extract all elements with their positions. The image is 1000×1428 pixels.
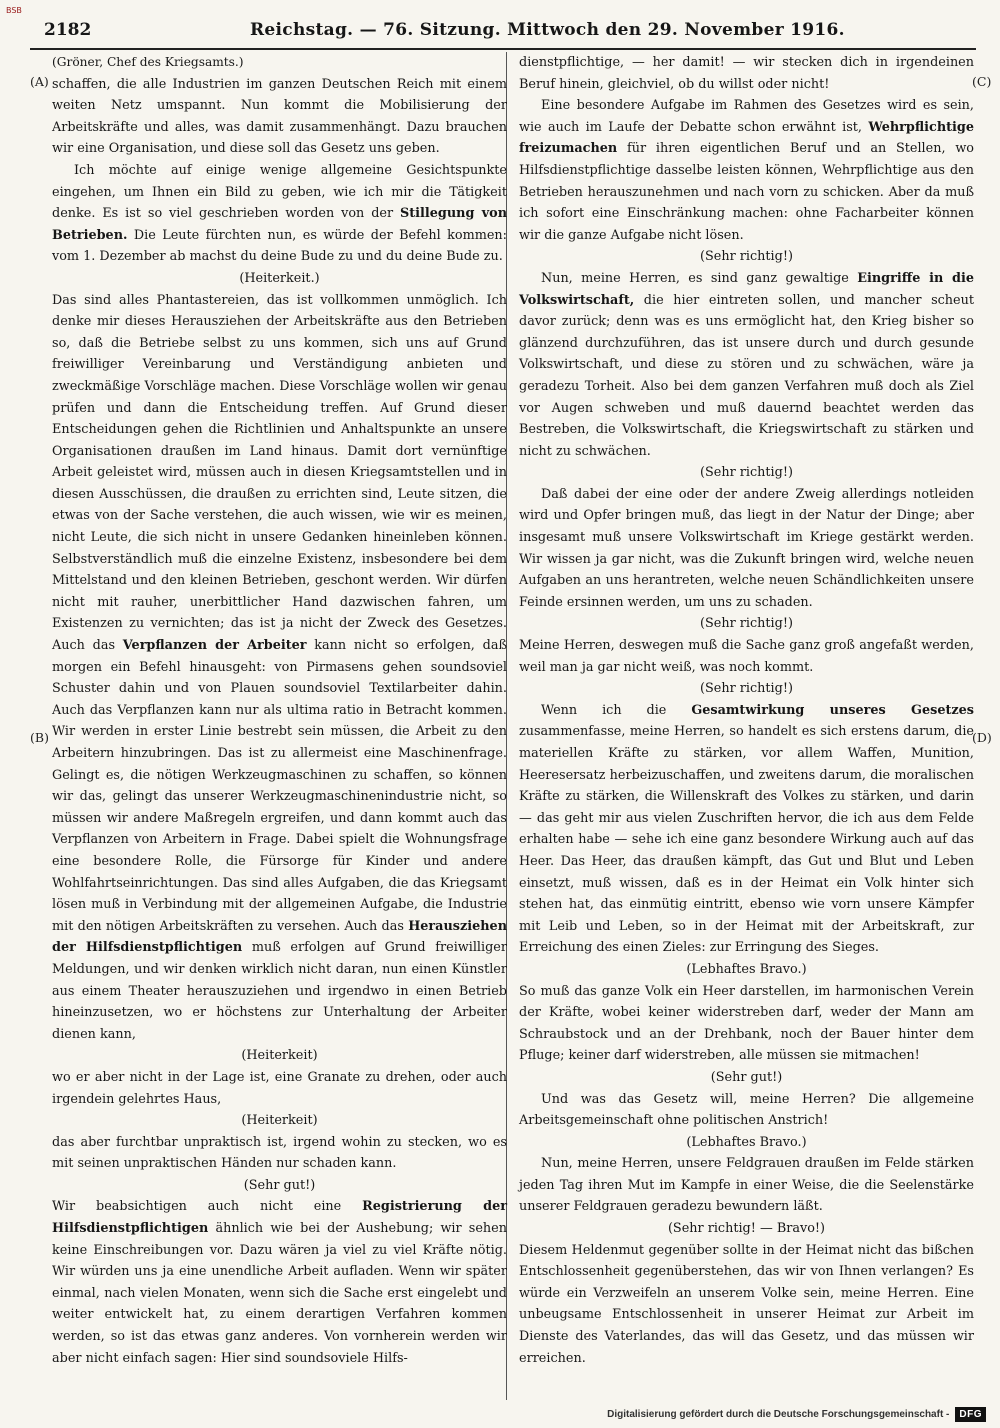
- audience-reaction: (Sehr richtig!): [700, 249, 793, 265]
- margin-marker-a: (A): [30, 74, 49, 89]
- paragraph: wo er aber nicht in der Lage ist, eine Granate zu drehen, oder auch irgendein gelehrtes Haus,: [52, 1069, 507, 1107]
- text-run: Ich möchte auf einige wenige allgemeine Gesichtspunkte eingehen, um Ihnen ein Bild zu geben, wie ich mir die Tätigkeit denke. Es ist so viel geschrieben worden von der: [52, 162, 507, 222]
- audience-reaction: (Heiterkeit): [241, 1048, 318, 1064]
- text-run: Das sind alles Phantastereien, das ist vollkommen unmöglich. Ich denke mir dieses Herausziehen der Arbeitskräfte aus den Betrieben so, daß die Betriebe selbst zu uns kommen, sich uns auf Grund freiwilliger Vereinbarung und Verständigung anbieten und zweckmäßige Vorschläge machen. Diese Vorschläge wollen wir genau prüfen und dann die Entscheidung treffen. Auf Grund dieser Entscheidungen gehen die Richtlinien und Anhaltspunkte an unsere Organisationen draußen im Land hinaus. Damit dort vernünftige Arbeit geleistet wird, müssen auch in diesen Kriegsamtstellen und in diesen Ausschüssen, die draußen zu errichten sind, Leute sitzen, die etwas von der Sache verstehen, die auch wissen, wie wir es meinen, nicht Leute, die sich nicht in unsere Gedanken hineinleben können. Selbstverständlich muß die einzelne Existenz, insbesondere bei dem Mittelstand und den kleinen Betrieben, geschont werden. Wir dürfen nicht mit rauher, unerbittlicher Hand dazwischen fahren, um Existenzen zu vernichten; das ist ja nicht der Zweck des Gesetzes. Auch das: [52, 292, 507, 654]
- paragraph: Diesem Heldenmut gegenüber sollte in der Heimat nicht das bißchen Entschlossenheit gegenüberstehen, das wir von Ihnen verlangen? Es würde ein Verzweifeln an unserem Volke sein, meine Herren. Eine unbeugsame Entschlossenheit in unserer Heimat zur Arbeit im Dienste des Vaterlandes, das will das Gesetz, und das müssen wir erreichen.: [519, 1242, 974, 1366]
- text-run: Eine besondere Aufgabe im Rahmen des Gesetzes wird es sein, wie auch im Laufe der Debatte schon erwähnt ist,: [519, 98, 974, 135]
- paragraph: [519, 700, 974, 959]
- margin-marker-c: (C): [972, 74, 992, 89]
- emphasis-heading: Gesamtwirkung unseres Gesetzes: [691, 702, 974, 718]
- emphasis-heading: Verpflanzen der Arbeiter: [122, 638, 307, 654]
- audience-reaction: (Lebhaftes Bravo.): [686, 961, 807, 977]
- running-head: Reichstag. — 76. Sitzung. Mittwoch den 29. November 1916.: [250, 20, 845, 40]
- paragraph: [52, 160, 507, 268]
- emphasis-heading: Stillegung von Betrieben.: [52, 206, 507, 243]
- emphasis-heading: Herausziehen der Hilfsdienstpflichtigen: [52, 918, 507, 956]
- audience-reaction: (Sehr richtig! — Bravo!): [667, 1221, 826, 1237]
- text-run: für ihren eigentlichen Beruf und an Stellen, wo Hilfsdienstpflichtige dasselbe leisten können, Wehrpflichtige aus den Betrieben herauszunehmen und nach vorn zu schicken. Aber da muß ich sofort eine Einschränkung machen: ohne Facharbeiter können wir die ganze Aufgabe nicht lösen.: [519, 141, 974, 243]
- audience-reaction: (Lebhaftes Bravo.): [686, 1134, 807, 1150]
- digitization-credit: [607, 1407, 986, 1422]
- audience-reaction: (Sehr gut!): [243, 1177, 316, 1193]
- speaker-attribution: (Gröner, Chef des Kriegsamts.): [52, 55, 244, 69]
- page-number: 2182: [44, 20, 92, 40]
- paragraph: Meine Herren, deswegen muß die Sache ganz groß angefaßt werden, weil man ja gar nicht weiß, was noch kommt.: [519, 638, 974, 675]
- text-run: kann nicht so erfolgen, daß morgen ein Befehl hinausgeht: von Pirmasens gehen soundsoviel Schuster dahin und von Plauen soundsoviel Textilarbeiter dahin. Auch das Verpflanzen kann nur als ultima ratio in Betracht kommen. Wir werden in erster Linie bestrebt sein müssen, die Arbeit zu den Arbeitern hinzubringen. Das ist zu allermeist eine Maschinenfrage. Gelingt es, die nötigen Werkzeugmaschinen zu schaffen, so können wir das, gelingt das unserer Werkzeugmaschinenindustrie nicht, so müssen wir andere Maßregeln ergreifen, und dann kommt auch das Verpflanzen von Arbeitern in Frage. Dabei spielt die Wohnungsfrage eine besondere Rolle, die Fürsorge für Kinder und andere Wohlfahrtseinrichtungen. Das sind alles Aufgaben, die das Kriegsamt lösen muß in Verbindung mit der allgemeinen Aufgabe, die Industrie mit den nötigen Arbeitskräften zu versehen. Auch das: [52, 638, 507, 934]
- text-run: zusammenfasse, meine Herren, so handelt es sich erstens darum, die materiellen Kräfte zu stärken, vor allem Waffen, Munition, Heeresersatz herbeizuschaffen, und zweitens darum, die moralischen Kräfte zu stärken, die Willenskraft des Volkes zu stärken, und darin — das geht mir aus vielen Zuschriften hervor, die ich aus dem Felde erhalten habe — sehe ich eine ganz besondere Wirkung auch auf das Heer. Das Heer, das draußen kämpft, das Gut und Blut und Leben einsetzt, muß wissen, daß es in der Heimat ein Volk hinter sich stehen hat, das einmütig eintritt, ebenso wie vorn unsere Kämpfer mit Leib und Leben, so in der Heimat mit der Arbeitskraft, zur Erreichung des einen Zieles: zur Erringung des Sieges.: [519, 724, 974, 956]
- text-run: ähnlich wie bei der Aushebung; wir sehen keine Einschreibungen vor. Dazu wären ja viel zu viel Kräfte nötig. Wir würden uns ja eine unendliche Arbeit aufladen. Wenn wir später einmal, nach vielen Monaten, wenn sich die Sache erst eingelebt und weiter entwickelt hat, zu einem derartigen Verfahren kommen werden, so ist das etwas ganz anderes. Von vornherein werden wir aber nicht einfach sagen: Hier sind soundsoviele Hilfs-: [52, 1221, 507, 1366]
- paragraph: [52, 290, 507, 1046]
- emphasis-heading: Registrierung der Hilfsdienstpflichtigen: [52, 1199, 507, 1237]
- paragraph: Und was das Gesetz will, meine Herren? Die allgemeine Arbeitsgemeinschaft ohne politischen Anstrich!: [519, 1091, 974, 1129]
- text-run: Wenn ich die: [541, 702, 692, 718]
- audience-reaction: (Sehr richtig!): [700, 465, 793, 481]
- paragraph: [519, 268, 974, 462]
- right-column: [519, 52, 974, 1369]
- margin-marker-b: (B): [30, 730, 49, 745]
- paragraph: [52, 1196, 507, 1369]
- paragraph: schaffen, die alle Industrien im ganzen Deutschen Reich mit einem weiten Netz umspannt. Nun kommt die Mobilisierung der Arbeitskräfte und alles, was damit zusammenhängt. Dazu brauchen wir eine Organisation, und diese soll das Gesetz uns geben.: [52, 76, 507, 157]
- text-run: Wir beabsichtigen auch nicht eine: [52, 1199, 363, 1215]
- page-header: [30, 18, 980, 44]
- text-run: Nun, meine Herren, es sind ganz gewaltige: [541, 270, 858, 286]
- credit-text: Digitalisierung gefördert durch die Deutsche Forschungsgemeinschaft -: [607, 1409, 950, 1420]
- audience-reaction: (Sehr richtig!): [700, 616, 793, 632]
- paragraph: [519, 95, 974, 246]
- text-run: die hier eintreten sollen, und mancher scheut davor zurück; denn was es uns ermöglicht hat, den Krieg bisher so glänzend durchzuführen, das ist unsere durch und durch gesunde Volkswirtschaft, und diese zu stören und zu schwächen, wäre ja geradezu Torheit. Also bei dem ganzen Verfahren muß doch als Ziel vor Augen schweben und muß dauernd beachtet werden das Bestreben, die Volkswirtschaft, die Kriegswirtschaft zu stärken und nicht zu schwächen.: [519, 292, 974, 459]
- paragraph: Nun, meine Herren, unsere Feldgrauen draußen im Felde stärken jeden Tag ihren Mut im Kampfe in einer Weise, die die Seelenstärke unserer Feldgrauen geradezu bewundern läßt.: [519, 1156, 974, 1215]
- text-run: Die Leute fürchten nun, es würde der Befehl kommen: vom 1. Dezember ab machst du deine Bude zu und du deine Bude zu.: [52, 227, 507, 265]
- emphasis-heading: Eingriffe in die Volkswirtschaft,: [519, 270, 974, 308]
- header-rule: [30, 48, 976, 50]
- paragraph: So muß das ganze Volk ein Heer darstellen, im harmonischen Verein der Kräfte, wobei keiner widerstreben darf, weder der Mann am Schraubstock und an der Drehbank, noch der Bauer hinter dem Pfluge; keiner darf widerstreben, alle müssen sie mitmachen!: [519, 983, 974, 1064]
- paragraph: das aber furchtbar unpraktisch ist, irgend wohin zu stecken, wo es mit seinen unpraktischen Händen nur schaden kann.: [52, 1134, 507, 1172]
- margin-marker-d: (D): [972, 730, 992, 745]
- audience-reaction: (Heiterkeit.): [239, 270, 320, 286]
- audience-reaction: (Heiterkeit): [241, 1113, 318, 1129]
- audience-reaction: (Sehr richtig!): [700, 681, 793, 697]
- left-column: [52, 52, 507, 1369]
- paragraph: dienstpflichtige, — her damit! — wir stecken dich in irgendeinen Beruf hinein, gleichviel, ob du willst oder nicht!: [519, 55, 974, 92]
- dfg-logo: DFG: [955, 1407, 986, 1422]
- library-watermark: BSB: [6, 6, 22, 15]
- text-run: muß erfolgen auf Grund freiwilliger Meldungen, und wir denken wirklich nicht daran, nun einen Künstler aus einem Theater herauszuziehen und irgendwo in einen Betrieb hineinzusetzen, wo er höchstens zur Unterhaltung der Arbeiter dienen kann,: [52, 940, 507, 1042]
- paragraph: Daß dabei der eine oder der andere Zweig allerdings notleiden wird und Opfer bringen muß, das liegt in der Natur der Dinge; aber insgesamt muß unsere Volkswirtschaft im Kriege gestärkt werden. Wir wissen ja gar nicht, was die Zukunft bringen wird, welche neuen Aufgaben an uns herantreten, welche neuen Schändlichkeiten unsere Feinde ersinnen werden, um uns zu schaden.: [519, 486, 974, 610]
- emphasis-heading: Wehrpflichtige freizumachen: [519, 119, 974, 157]
- audience-reaction: (Sehr gut!): [710, 1069, 783, 1085]
